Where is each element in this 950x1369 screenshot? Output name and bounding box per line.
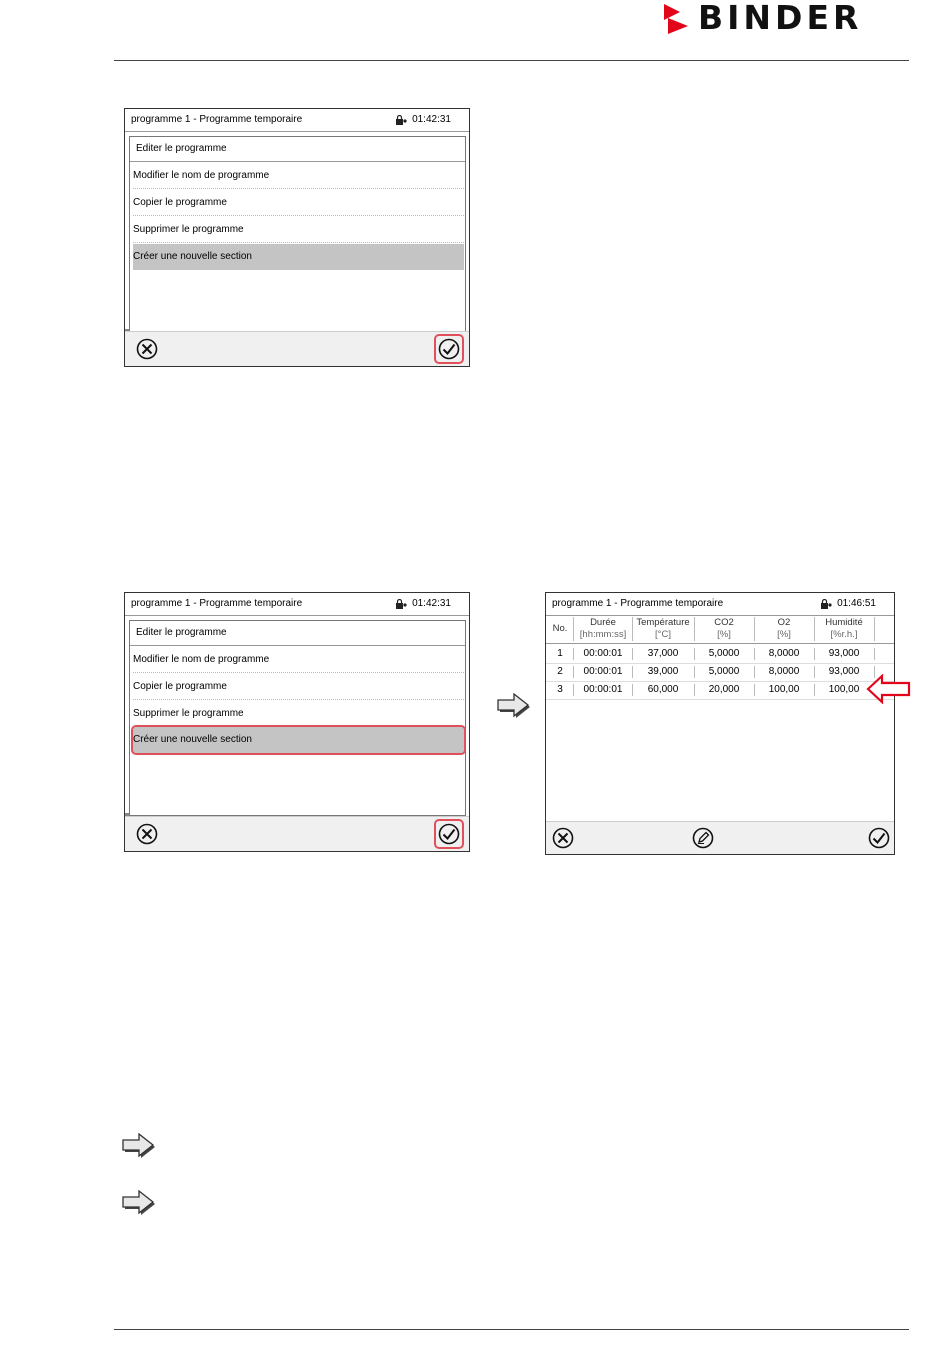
table-cell: 1: [557, 648, 563, 659]
screen-title: programme 1 - Programme temporaire: [131, 114, 303, 125]
clock: 01:42:31: [412, 114, 451, 125]
binder-logo: [664, 2, 912, 36]
menu-item-rename[interactable]: Modifier le nom de programme: [133, 163, 464, 189]
menu-item-copy[interactable]: Copier le programme: [133, 674, 464, 700]
left-arrow-red-icon: [866, 674, 912, 704]
screen-title-bar: [546, 593, 894, 616]
dialog-title: Editer le programme: [130, 137, 465, 162]
binder-logo-text: BINDER: [698, 0, 863, 37]
cancel-icon[interactable]: [552, 827, 574, 849]
cancel-icon[interactable]: [136, 823, 158, 845]
bottom-bar: [125, 331, 469, 366]
col-header-temperature: Température [°C]: [636, 617, 690, 640]
screen-title-bar: [125, 593, 469, 616]
screen-edit-program-2: [124, 592, 470, 852]
menu-item-new-section[interactable]: Créer une nouvelle section: [133, 244, 464, 270]
lock-icon: [821, 599, 832, 609]
header-rule: [114, 60, 909, 61]
table-cell: 39,000: [647, 666, 679, 677]
screen-edit-program-1: [124, 108, 470, 367]
edit-program-dialog: [129, 136, 466, 332]
table-row[interactable]: [546, 681, 894, 700]
table-header: [546, 615, 894, 644]
table-cell: 8,0000: [768, 666, 800, 677]
table-cell: 100,00: [768, 684, 800, 695]
edit-pencil-icon[interactable]: [692, 827, 714, 849]
table-cell: 20,000: [708, 684, 740, 695]
col-header-no: No.: [552, 623, 568, 634]
bottom-bar: [125, 816, 469, 851]
screen-title: programme 1 - Programme temporaire: [552, 598, 724, 609]
menu-item-new-section[interactable]: Créer une nouvelle section: [133, 727, 464, 753]
table-cell: 8,0000: [768, 648, 800, 659]
table-row[interactable]: [546, 663, 894, 682]
confirm-icon[interactable]: [438, 823, 460, 845]
table-cell: 93,000: [828, 666, 860, 677]
clock: 01:42:31: [412, 598, 451, 609]
right-arrow-icon: [122, 1133, 158, 1161]
table-cell: 00:00:01: [583, 666, 623, 677]
col-header-o2: O2 [%]: [777, 617, 791, 640]
binder-logo-mark-icon: [664, 4, 692, 34]
table-cell: 5,0000: [708, 666, 740, 677]
confirm-icon[interactable]: [868, 827, 890, 849]
cancel-icon[interactable]: [136, 338, 158, 360]
table-cell: 100,00: [828, 684, 860, 695]
table-cell: 37,000: [647, 648, 679, 659]
menu-item-rename[interactable]: Modifier le nom de programme: [133, 647, 464, 673]
screen-title-bar: [125, 109, 469, 132]
bottom-bar: [546, 821, 894, 854]
table-cell: 00:00:01: [583, 684, 623, 695]
confirm-icon[interactable]: [438, 338, 460, 360]
dialog-title: Editer le programme: [130, 621, 465, 646]
menu-item-copy[interactable]: Copier le programme: [133, 190, 464, 216]
col-header-duration: Durée [hh:mm:ss]: [579, 617, 627, 640]
lock-icon: [396, 115, 407, 125]
col-header-co2: CO2 [%]: [714, 617, 734, 640]
menu-item-delete[interactable]: Supprimer le programme: [133, 217, 464, 243]
screen-title: programme 1 - Programme temporaire: [131, 598, 303, 609]
table-cell: 00:00:01: [583, 648, 623, 659]
lock-icon: [396, 599, 407, 609]
menu-item-delete[interactable]: Supprimer le programme: [133, 701, 464, 727]
right-arrow-icon: [497, 693, 533, 721]
table-cell: 3: [557, 684, 563, 695]
table-row[interactable]: [546, 645, 894, 664]
footer-rule: [114, 1329, 909, 1330]
table-cell: 2: [557, 666, 563, 677]
right-arrow-icon: [122, 1190, 158, 1218]
table-cell: 60,000: [647, 684, 679, 695]
table-cell: 5,0000: [708, 648, 740, 659]
edit-program-dialog: [129, 620, 466, 816]
clock: 01:46:51: [837, 598, 876, 609]
table-cell: 93,000: [828, 648, 860, 659]
screen-program-table: [545, 592, 895, 855]
col-header-humidity: Humidité [%r.h.]: [825, 617, 863, 640]
